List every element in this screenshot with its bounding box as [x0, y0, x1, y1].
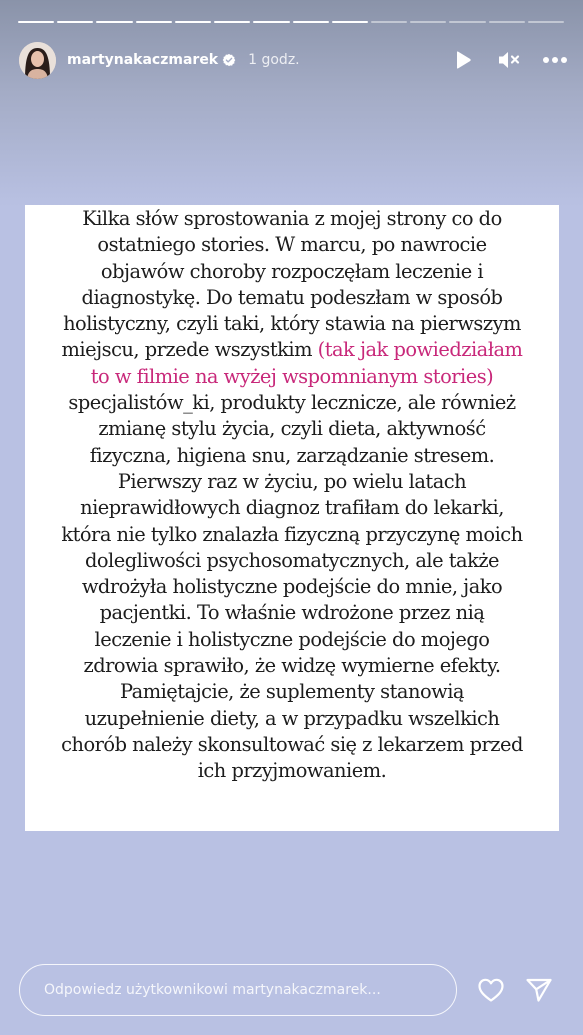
- story-line: chorób należy skonsultować się z lekarzem przed: [61, 732, 523, 756]
- progress-segment: [18, 21, 54, 23]
- post-time: 1 godz.: [248, 52, 300, 68]
- send-paper-plane-icon[interactable]: [523, 974, 555, 1006]
- story-text: [29, 206, 555, 785]
- story-line: pacjentki. To właśnie wdrożone przez nią: [99, 601, 485, 625]
- more-horizontal-icon[interactable]: [541, 46, 569, 74]
- story-line: nieprawidłowych diagnoz trafiłam do lekarki,: [80, 496, 504, 520]
- progress-segment: [57, 21, 93, 23]
- progress-segment: [96, 21, 132, 23]
- progress-segment: [175, 21, 211, 23]
- story-line-highlight: to w filmie na wyżej wspomnianym stories): [90, 364, 494, 388]
- story-line: fizyczna, higiena snu, zarządzanie stresem.: [89, 443, 495, 467]
- story-line: miejscu, przede wszystkim: [61, 338, 318, 362]
- username[interactable]: martynakaczmarek: [67, 52, 219, 68]
- progress-segment: [136, 21, 172, 23]
- progress-segment: [371, 21, 407, 23]
- heart-outline-icon[interactable]: [475, 974, 507, 1006]
- progress-segment-current: [332, 21, 368, 23]
- story-line: specjalistów_ki, produkty lecznicze, ale również: [68, 391, 516, 415]
- story-text-card: [25, 205, 559, 831]
- story-progress-bar: [18, 21, 564, 24]
- progress-segment: [253, 21, 289, 23]
- progress-segment: [410, 21, 446, 23]
- story-line: Pierwszy raz w życiu, po wielu latach: [117, 469, 467, 493]
- play-icon[interactable]: [449, 46, 477, 74]
- story-line: uzupełnienie diety, a w przypadku wszelkich: [84, 706, 500, 730]
- avatar[interactable]: [19, 42, 56, 79]
- progress-segment: [528, 21, 564, 23]
- progress-segment: [449, 21, 485, 23]
- story-line: leczenie i holistyczne podejście do mojego: [94, 627, 490, 651]
- progress-segment: [489, 21, 525, 23]
- speaker-muted-icon[interactable]: [495, 46, 523, 74]
- progress-segment: [293, 21, 329, 23]
- story-line: diagnostykę. Do tematu podeszłam w sposób: [81, 285, 503, 309]
- story-controls: [449, 46, 569, 74]
- story-line: która nie tylko znalazła fizyczną przyczynę moich: [61, 522, 523, 546]
- story-line: objawów choroby rozpoczęłam leczenie i: [100, 259, 484, 283]
- reply-bar: [19, 964, 457, 1016]
- reply-input[interactable]: [20, 965, 456, 1015]
- story-line: wdrożyła holistyczne podejście do mnie, jako: [81, 575, 503, 599]
- story-line: zmianę stylu życia, czyli dieta, aktywność: [98, 417, 486, 441]
- story-line: ich przyjmowaniem.: [197, 759, 387, 783]
- story-line: Kilka słów sprostowania z mojej strony co do: [82, 207, 502, 230]
- story-line: ostatniego stories. W marcu, po nawrocie: [97, 233, 487, 257]
- story-line: holistyczny, czyli taki, który stawia na pierwszym: [63, 312, 521, 336]
- story-line-highlight: (tak jak powiedziałam: [317, 338, 523, 362]
- story-header: [19, 40, 569, 80]
- story-line: dolegliwości psychosomatycznych, ale także: [84, 548, 500, 572]
- verified-badge-icon: [222, 53, 236, 67]
- progress-segment: [214, 21, 250, 23]
- story-line: zdrowia sprawiło, że widzę wymierne efekty.: [83, 654, 501, 678]
- story-line: Pamiętajcie, że suplementy stanowią: [119, 680, 464, 704]
